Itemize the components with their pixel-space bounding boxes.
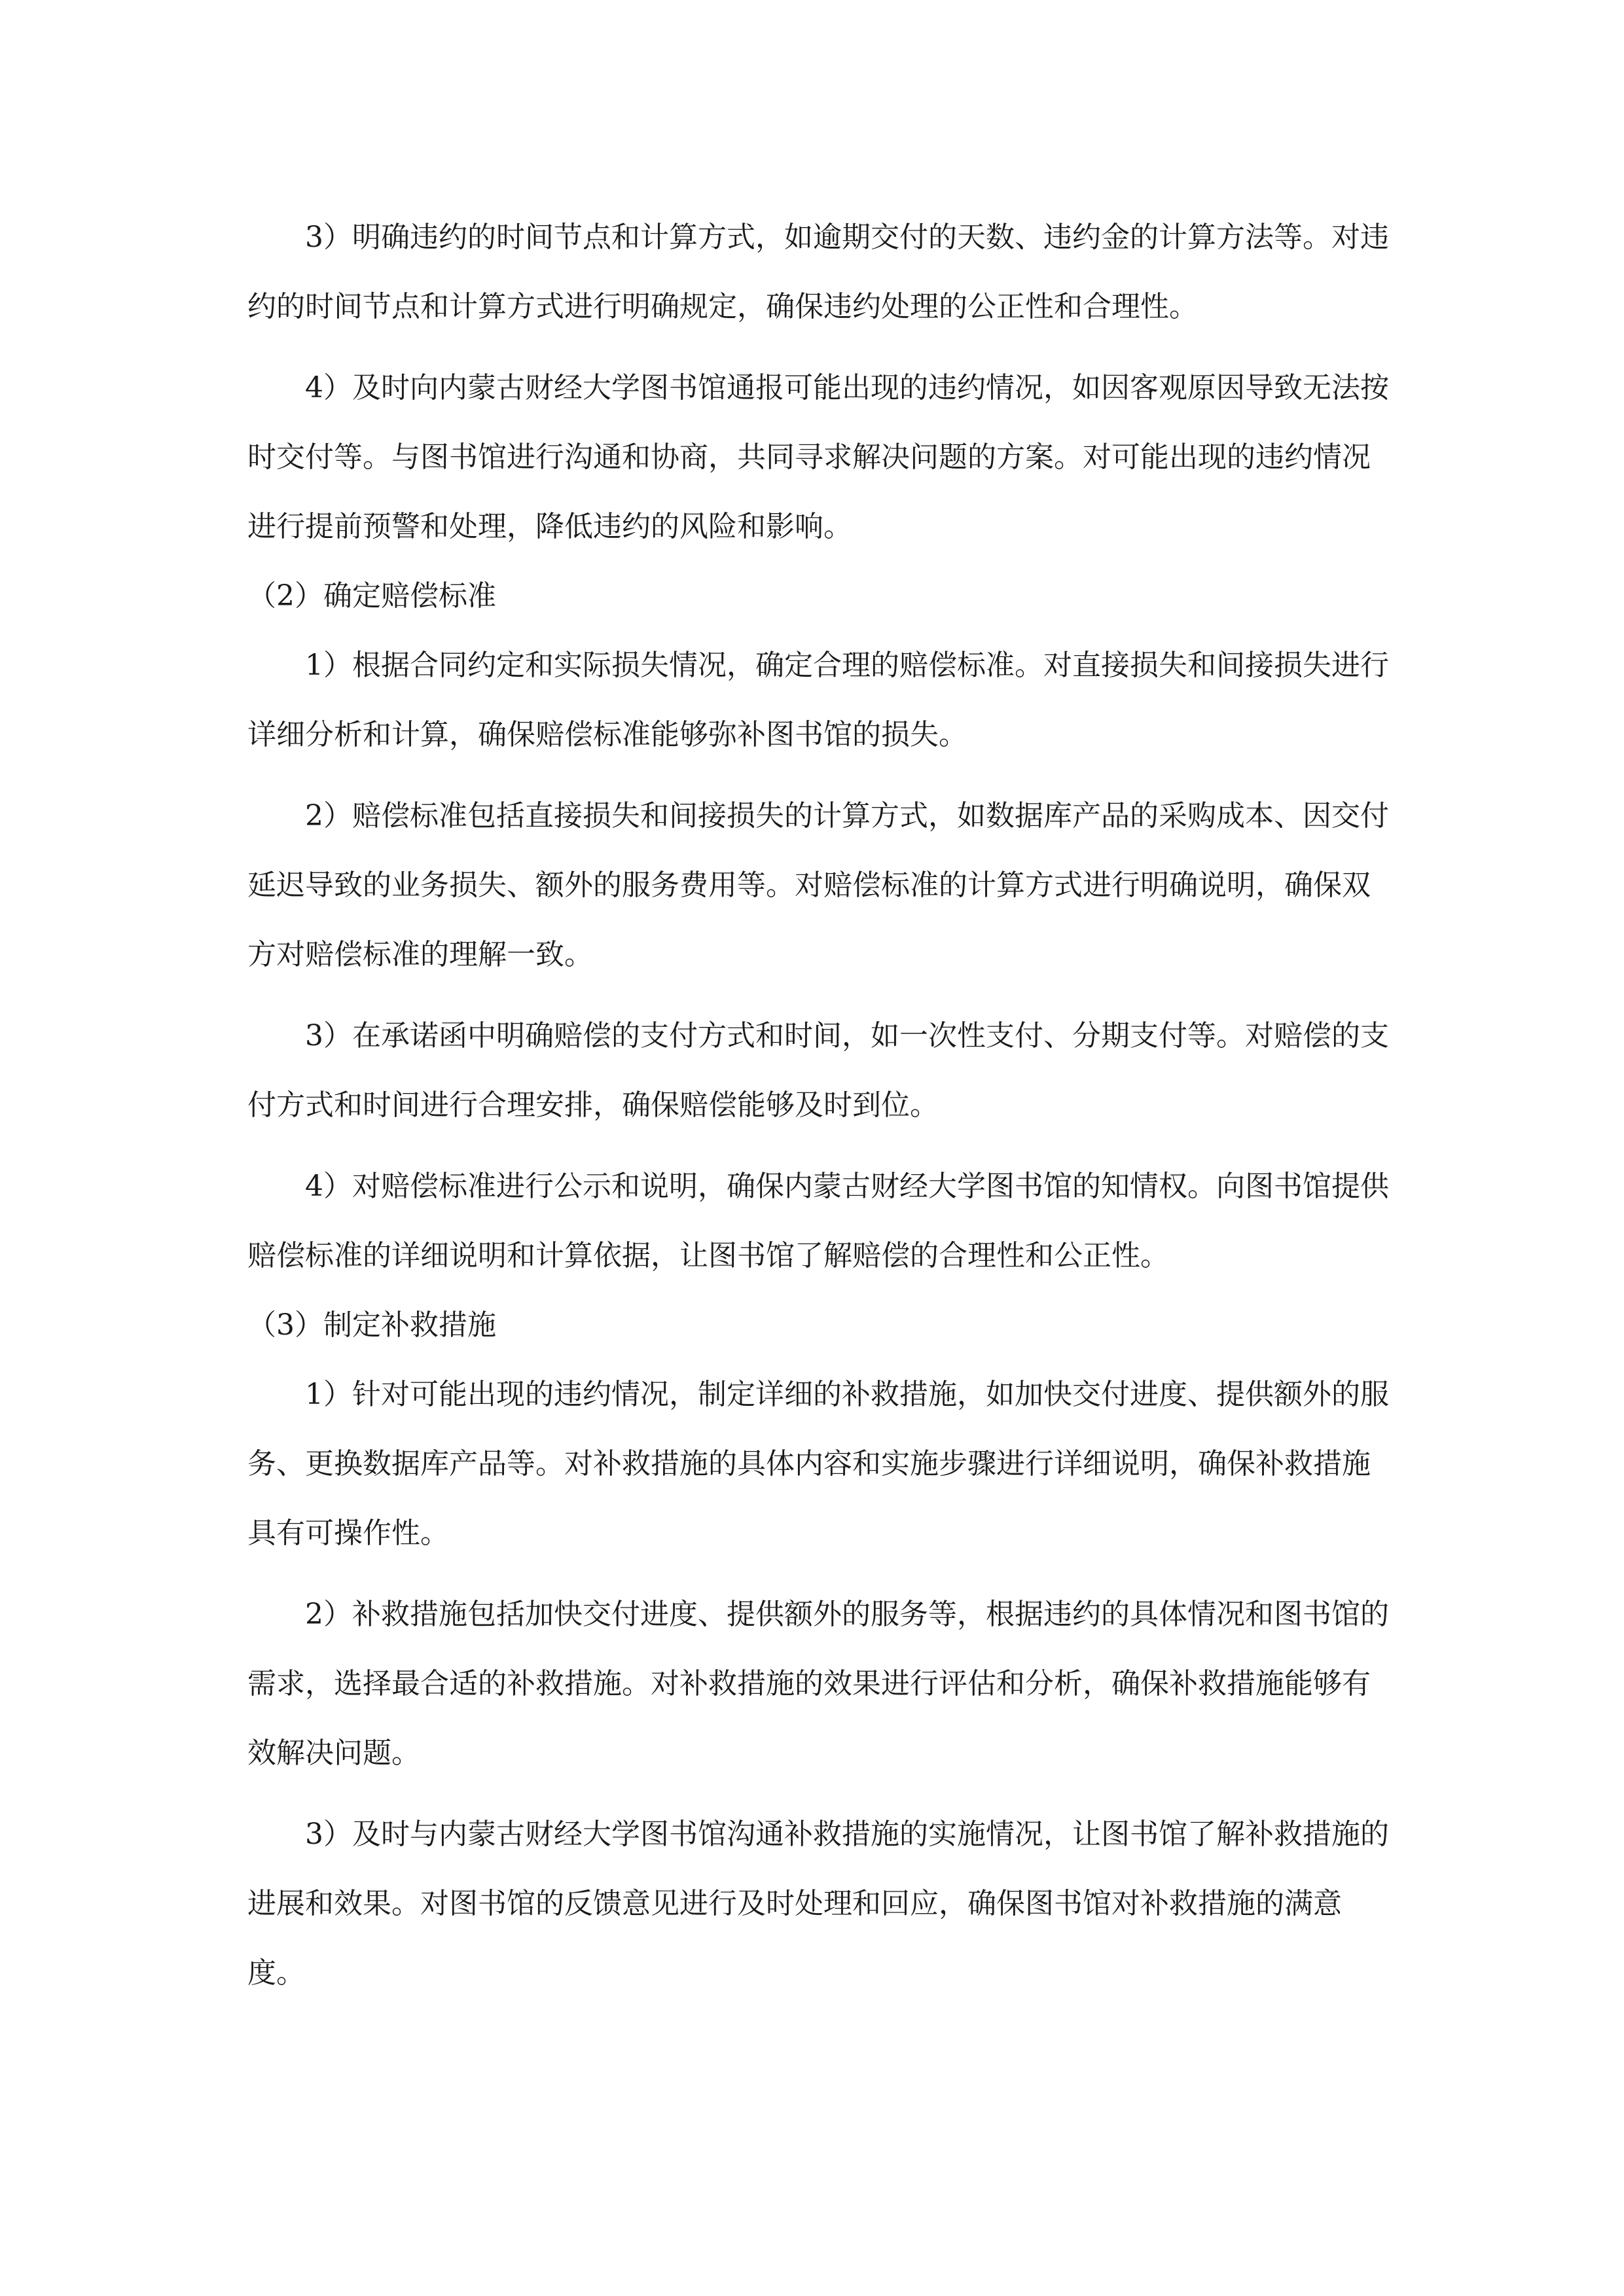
document-body [247,203,1390,2008]
list-item-1: 1）针对可能出现的违约情况，制定详细的补救措施，如加快交付进度、提供额外的服务、更换数据库产品等。对补救措施的具体内容和实施步骤进行详细说明，确保补救措施具有可操作性。 [247,1378,1389,1550]
section-heading-remedies: （3）制定补救措施 [247,1308,496,1342]
list-item-4: 4）及时向内蒙古财经大学图书馆通报可能出现的违约情况，如因客观原因导致无法按时交付等。与图书馆进行沟通和协商，共同寻求解决问题的方案。对可能出现的违约情况进行提前预警和处理，降低违约的风险和影响。 [247,371,1389,543]
list-item-3: 3）及时与内蒙古财经大学图书馆沟通补救措施的实施情况，让图书馆了解补救措施的进展和效果。对图书馆的反馈意见进行及时处理和回应，确保图书馆对补救措施的满意度。 [247,1818,1389,1990]
list-item-3: 3）明确违约的时间节点和计算方式，如逾期交付的天数、违约金的计算方法等。对违约的时间节点和计算方式进行明确规定，确保违约处理的公正性和合理性。 [247,221,1389,323]
list-item-3: 3）在承诺函中明确赔偿的支付方式和时间，如一次性支付、分期支付等。对赔偿的支付方式和时间进行合理安排，确保赔偿能够及时到位。 [247,1019,1389,1122]
list-item-2: 2）赔偿标准包括直接损失和间接损失的计算方式，如数据库产品的采购成本、因交付延迟导致的业务损失、额外的服务费用等。对赔偿标准的计算方式进行明确说明，确保双方对赔偿标准的理解一致。 [247,799,1389,971]
list-item-1: 1）根据合同约定和实际损失情况，确定合理的赔偿标准。对直接损失和间接损失进行详细分析和计算，确保赔偿标准能够弥补图书馆的损失。 [247,649,1389,751]
list-item-4: 4）对赔偿标准进行公示和说明，确保内蒙古财经大学图书馆的知情权。向图书馆提供赔偿标准的详细说明和计算依据，让图书馆了解赔偿的合理性和公正性。 [247,1170,1389,1272]
list-item-2: 2）补救措施包括加快交付进度、提供额外的服务等，根据违约的具体情况和图书馆的需求，选择最合适的补救措施。对补救措施的效果进行评估和分析，确保补救措施能够有效解决问题。 [247,1598,1389,1770]
section-heading-compensation: （2）确定赔偿标准 [247,579,496,613]
